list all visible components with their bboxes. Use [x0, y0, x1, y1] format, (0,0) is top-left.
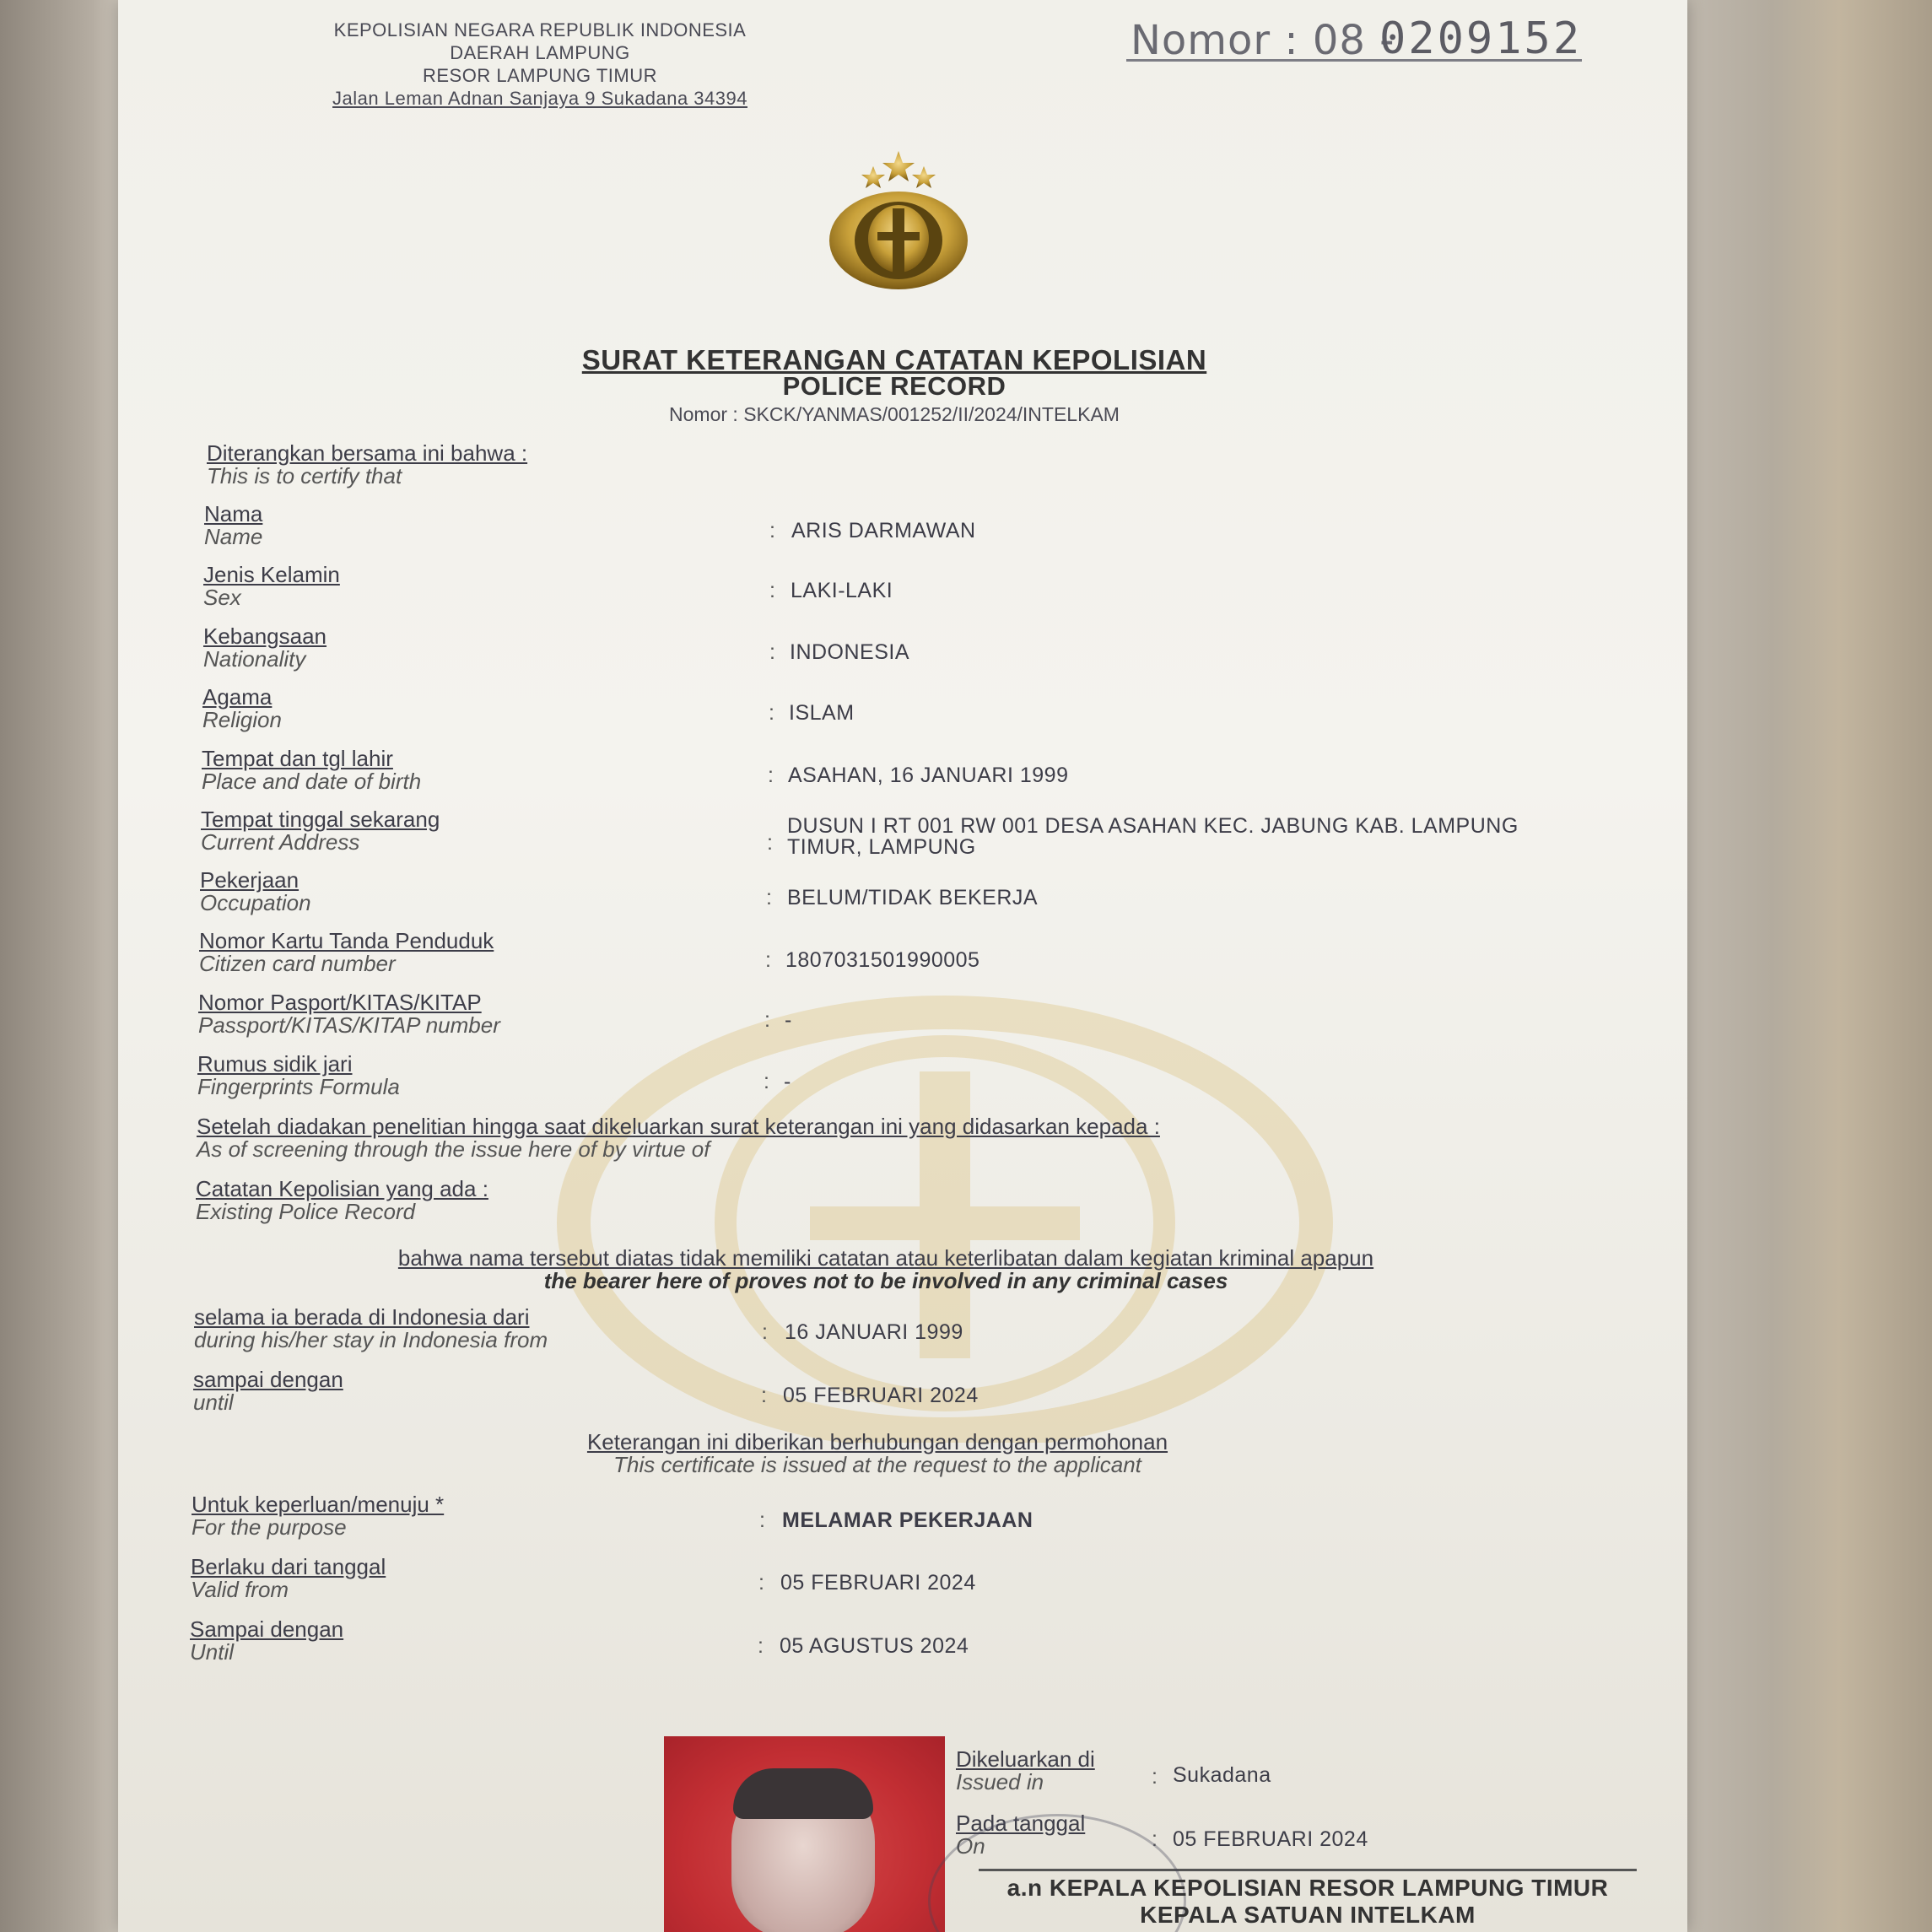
colon: : [768, 764, 774, 787]
no-criminal-record-statement: bahwa nama tersebut diatas tidak memiliki catatan atau keterlibatan dalam kegiatan kriminal apapun the bearer here of proves not to be involved in any criminal cases [397, 1245, 1374, 1293]
colon: : [1152, 1827, 1158, 1851]
document-number: Nomor : SKCK/YANMAS/001252/II/2024/INTELKAM [669, 403, 1120, 425]
issuer-line-3: RESOR LAMPUNG TIMUR [422, 65, 657, 86]
issuer-line-2: DAERAH LAMPUNG [450, 42, 630, 63]
document-subtitle: POLICE RECORD [782, 371, 1006, 401]
police-record-label: Catatan Kepolisian yang ada : Existing Police Record [196, 1176, 488, 1224]
colon: : [766, 886, 772, 909]
field-label-passport: Nomor Pasport/KITAS/KITAP Passport/KITAS/KITAP number [198, 990, 500, 1038]
stay-until-value: 05 FEBRUARI 2024 [783, 1384, 979, 1407]
purpose-label: Untuk keperluan/menuju * For the purpose [192, 1492, 445, 1540]
applicant-photo [664, 1736, 945, 1932]
colon: : [769, 640, 775, 664]
colon: : [767, 831, 773, 855]
request-statement: Keterangan ini diberikan berhubungan dengan permohonan This certificate is issued at the request to the applicant [586, 1429, 1168, 1477]
colon: : [769, 579, 775, 602]
field-label-fingerprint: Rumus sidik jari Fingerprints Formula [197, 1051, 400, 1099]
colon: : [1152, 1765, 1158, 1789]
field-value-religion: ISLAM [789, 701, 855, 725]
colon: : [769, 701, 774, 725]
document-paper [118, 0, 1687, 1932]
field-label-religion: Agama Religion [202, 684, 282, 732]
photo-hair [733, 1768, 873, 1819]
valid-until-label: Sampai dengan Until [190, 1616, 344, 1665]
field-value-name: ARIS DARMAWAN [791, 519, 976, 542]
purpose-value: MELAMAR PEKERJAAN [782, 1508, 1033, 1532]
valid-until-value: 05 AGUSTUS 2024 [780, 1634, 969, 1658]
signature-line-1: a.n KEPALA KEPOLISIAN RESOR LAMPUNG TIMUR [1006, 1875, 1609, 1901]
colon: : [764, 1008, 770, 1032]
colon: : [759, 1508, 765, 1532]
colon: : [762, 1320, 768, 1344]
field-label-occupation: Pekerjaan Occupation [200, 867, 311, 915]
issuer-address: Jalan Leman Adnan Sanjaya 9 Sukadana 34394 [332, 88, 747, 109]
issuer-line-1: KEPOLISIAN NEGARA REPUBLIK INDONESIA [333, 19, 747, 40]
serial-label: Nomor : 08 - [1131, 17, 1395, 64]
issued-on-value: 05 FEBRUARI 2024 [1173, 1827, 1368, 1851]
field-label-sex: Jenis Kelamin Sex [203, 562, 340, 610]
screening-statement: Setelah diadakan penelitian hingga saat dikeluarkan surat keterangan ini yang didasarkan kepada : As of screening through the issue here of by virtue of [197, 1114, 1160, 1162]
watermark-crest-icon [557, 970, 1333, 1443]
valid-from-value: 05 FEBRUARI 2024 [780, 1571, 976, 1595]
field-value-fingerprint: - [784, 1070, 791, 1093]
field-value-birth: ASAHAN, 16 JANUARI 1999 [788, 764, 1069, 787]
field-value-nationality: INDONESIA [790, 640, 910, 664]
issued-in-label: Dikeluarkan di Issued in [956, 1746, 1095, 1794]
serial-number: 0209152 [1379, 13, 1583, 64]
stay-from-label: selama ia berada di Indonesia dari during his/her stay in Indonesia from [194, 1304, 548, 1352]
colon: : [764, 1070, 769, 1093]
field-label-nationality: Kebangsaan Nationality [203, 623, 327, 672]
field-label-address: Tempat tinggal sekarang Current Address [201, 807, 440, 855]
field-value-address: DUSUN I RT 001 RW 001 DESA ASAHAN KEC. JABUNG KAB. LAMPUNG [787, 814, 1519, 838]
colon: : [761, 1384, 767, 1407]
valid-from-label: Berlaku dari tanggal Valid from [191, 1554, 386, 1602]
colon: : [765, 948, 771, 972]
intro-en: This is to certify that [207, 463, 402, 488]
field-value-address-2: TIMUR, LAMPUNG [787, 835, 976, 859]
field-value-id-card: 1807031501990005 [785, 948, 980, 972]
field-value-occupation: BELUM/TIDAK BEKERJA [787, 886, 1039, 909]
signature-line-2: KEPALA SATUAN INTELKAM [1140, 1902, 1476, 1928]
intro-statement [207, 442, 527, 488]
issued-on-label: Pada tanggal On [956, 1811, 1086, 1859]
stay-until-label: sampai dengan until [193, 1367, 343, 1415]
issued-in-value: Sukadana [1173, 1763, 1271, 1787]
field-label-id-card: Nomor Kartu Tanda Penduduk Citizen card number [199, 928, 494, 976]
issuer-header [278, 19, 801, 110]
police-emblem-icon [827, 148, 970, 295]
colon: : [758, 1634, 764, 1658]
colon: : [769, 519, 775, 542]
field-value-sex: LAKI-LAKI [791, 579, 893, 602]
document-title: SURAT KETERANGAN CATATAN KEPOLISIAN [581, 344, 1207, 375]
field-value-passport: - [785, 1008, 792, 1032]
field-label-name: Nama Name [204, 501, 263, 549]
field-label-birth: Tempat dan tgl lahir Place and date of birth [202, 746, 422, 794]
stay-from-value: 16 JANUARI 1999 [785, 1320, 963, 1344]
colon: : [758, 1571, 764, 1595]
intro-id: Diterangkan bersama ini bahwa : [207, 440, 528, 466]
